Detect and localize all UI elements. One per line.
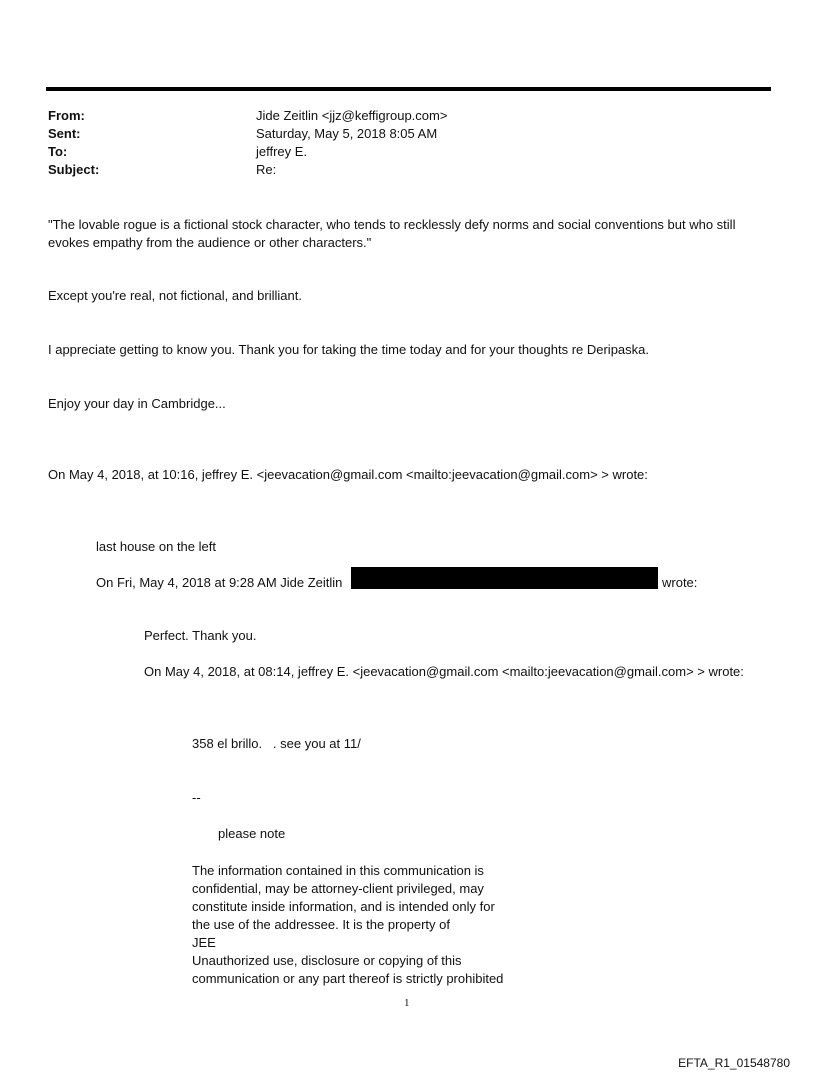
disclaimer-line: the use of the addressee. It is the property of: [192, 917, 450, 932]
from-label: From:: [48, 108, 85, 123]
body-paragraph-2: I appreciate getting to know you. Thank you for taking the time today and for your thoughts re Deripaska.: [48, 342, 649, 357]
to-value: jeffrey E.: [256, 144, 308, 159]
reply2-header-prefix: On Fri, May 4, 2018 at 9:28 AM Jide Zeitlin: [96, 575, 343, 590]
disclaimer-line: JEE: [192, 935, 216, 950]
please-note: please note: [218, 826, 286, 841]
disclaimer-line: communication or any part thereof is strictly prohibited: [192, 971, 504, 986]
from-value: Jide Zeitlin <jjz@keffigroup.com>: [256, 108, 448, 123]
reply2-header-suffix: wrote:: [662, 575, 698, 590]
subject-value: Re:: [256, 162, 277, 177]
page-number: 1: [404, 997, 410, 1009]
disclaimer-line: constitute inside information, and is intended only for: [192, 899, 495, 914]
redaction-block: [351, 567, 658, 589]
to-label: To:: [48, 144, 68, 159]
disclaimer-line: Unauthorized use, disclosure or copying of this: [192, 953, 462, 968]
disclaimer-line: confidential, may be attorney-client privileged, may: [192, 881, 484, 896]
document-id: EFTA_R1_01548780: [678, 1056, 790, 1070]
disclaimer: [192, 862, 503, 988]
quote-paragraph: "The lovable rogue is a fictional stock character, who tends to recklessly defy norms and social conventions but who still evokes empathy from the audience or other characters.": [48, 217, 736, 250]
reply3-text: 358 el brillo. . see you at 11/: [192, 736, 361, 751]
header-rule: [46, 87, 771, 91]
sent-value: Saturday, May 5, 2018 8:05 AM: [256, 126, 438, 141]
sent-label: Sent:: [48, 126, 81, 141]
reply1-text: last house on the left: [96, 539, 216, 554]
signature-separator: --: [192, 790, 201, 805]
reply2-text: Perfect. Thank you.: [144, 628, 257, 643]
reply3-header: On May 4, 2018, at 08:14, jeffrey E. <jeevacation@gmail.com <mailto:jeevacation@gmail.com> > wrote:: [144, 664, 744, 679]
reply1-header: On May 4, 2018, at 10:16, jeffrey E. <jeevacation@gmail.com <mailto:jeevacation@gmail.com> > wrote:: [48, 467, 648, 482]
disclaimer-line: The information contained in this communication is: [192, 863, 484, 878]
subject-label: Subject:: [48, 162, 100, 177]
body-paragraph-3: Enjoy your day in Cambridge...: [48, 396, 226, 411]
body-paragraph-1: Except you're real, not fictional, and brilliant.: [48, 288, 302, 303]
